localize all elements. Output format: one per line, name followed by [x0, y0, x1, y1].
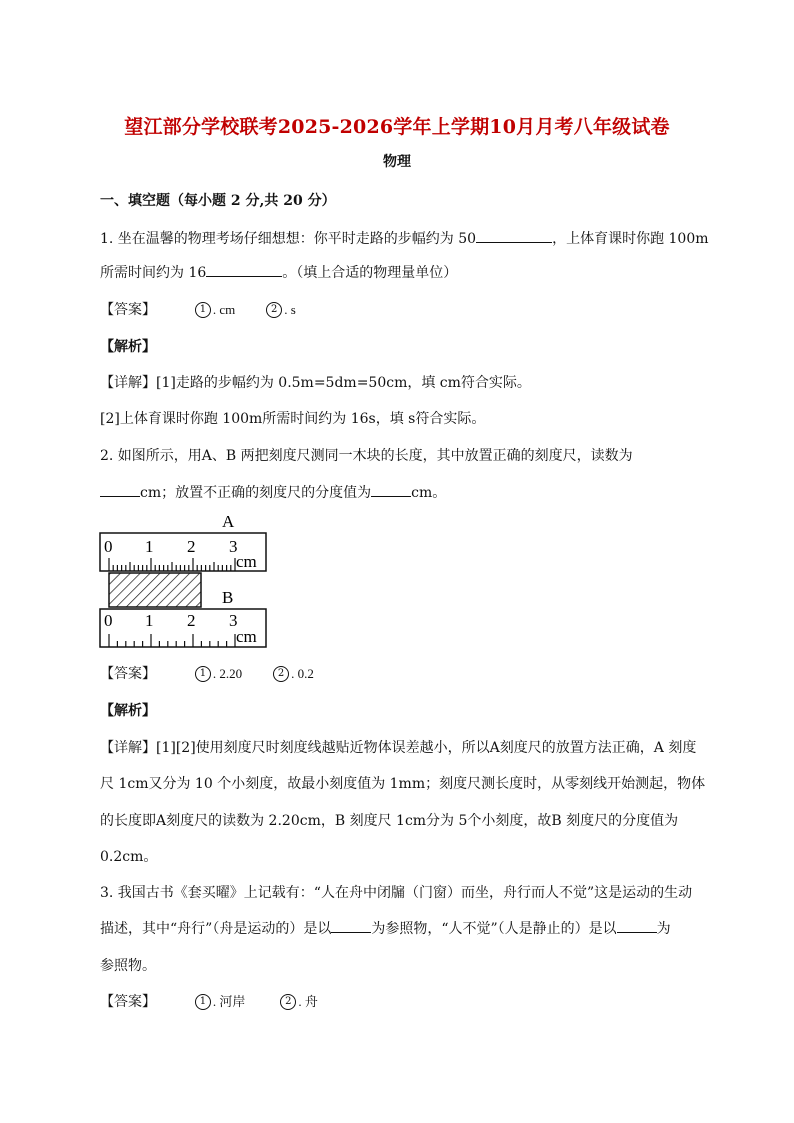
ruler-a-tick-1: 1: [145, 537, 154, 556]
detail-line: 【详解】[1][2]使用刻度尺时刻度线越贴近物体误差越小，所以A刻度尺的放置方法正确，A 刻度: [100, 740, 697, 756]
detail-line: 的长度即A刻度尺的读数为 2.20cm，B 刻度尺 1cm分为 5个小刻度，故B 刻度尺的分度值为: [100, 813, 679, 829]
question-3-line-2: 描述，其中“舟行”（舟是运动的）是以 为参照物，“人不觉”（人是静止的）是以 为: [100, 918, 671, 938]
ruler-a-tick-0: 0: [104, 537, 113, 556]
circled-number-1: 1: [195, 666, 211, 682]
ruler-a-label: A: [222, 512, 235, 531]
ruler-b-tick-1: 1: [145, 611, 154, 630]
analysis-label: 【解析】: [100, 339, 156, 355]
ruler-b-label: B: [222, 588, 234, 607]
subject-title: 物理: [383, 154, 411, 170]
blank-4: [371, 482, 411, 497]
blank-1: [476, 228, 552, 243]
circled-number-2: 2: [266, 302, 282, 318]
ruler-b-tick-2: 2: [187, 611, 196, 630]
detail-line: [2]上体育课时你跑 100m所需时间约为 16s，填 s符合实际。: [100, 411, 486, 427]
ruler-b-unit: cm: [236, 627, 257, 646]
ruler-b-tick-3: 3: [229, 611, 238, 630]
ruler-figure: [96, 508, 276, 650]
question-1-answer: 【答案】 1 . cm 2 . s: [100, 302, 296, 318]
ruler-b-tick-0: 0: [104, 611, 113, 630]
blank-2: [206, 262, 282, 277]
question-2-answer: 【答案】 1 . 2.20 2 . 0.2: [100, 666, 314, 682]
wood-block: [109, 573, 201, 607]
blank-3: [100, 482, 140, 497]
ruler-a-tick-3: 3: [229, 537, 238, 556]
exam-title: 望江部分学校联考2025-2026学年上学期10月月考八年级试卷: [124, 116, 670, 138]
ruler-a-tick-2: 2: [187, 537, 196, 556]
question-1-line-2: 所需时间约为 16 。（填上合适的物理量单位）: [100, 262, 457, 282]
circled-number-1: 1: [195, 994, 211, 1010]
question-2-line-1: 2. 如图所示，用A、B 两把刻度尺测同一木块的长度，其中放置正确的刻度尺，读数为: [100, 448, 633, 464]
detail-line: 尺 1cm又分为 10 个小刻度，故最小刻度值为 1mm；刻度尺测长度时，从零刻线开始测起，物体: [100, 776, 706, 792]
blank-5: [331, 918, 371, 933]
question-1-line-1: 1. 坐在温馨的物理考场仔细想想：你平时走路的步幅约为 50 ，上体育课时你跑 100m: [100, 228, 709, 248]
question-3-line-1: 3. 我国古书《套买曜》上记载有：“人在舟中闭牖（门窗）而坐，舟行而人不觉”这是运动的生动: [100, 885, 693, 901]
ruler-a-unit: cm: [236, 552, 257, 571]
question-2-line-2: cm；放置不正确的刻度尺的分度值为 cm。: [100, 482, 446, 502]
detail-line: 0.2cm。: [100, 849, 158, 865]
circled-number-1: 1: [195, 302, 211, 318]
question-3-line-3: 参照物。: [100, 958, 156, 974]
detail-line: 【详解】[1]走路的步幅约为 0.5m=5dm=50cm，填 cm符合实际。: [100, 375, 531, 391]
circled-number-2: 2: [280, 994, 296, 1010]
blank-6: [617, 918, 657, 933]
analysis-label: 【解析】: [100, 703, 156, 719]
question-3-answer: 【答案】 1 . 河岸 2 . 舟: [100, 994, 318, 1010]
circled-number-2: 2: [273, 666, 289, 682]
section-heading: 一、填空题（每小题 2 分,共 20 分）: [100, 193, 336, 209]
